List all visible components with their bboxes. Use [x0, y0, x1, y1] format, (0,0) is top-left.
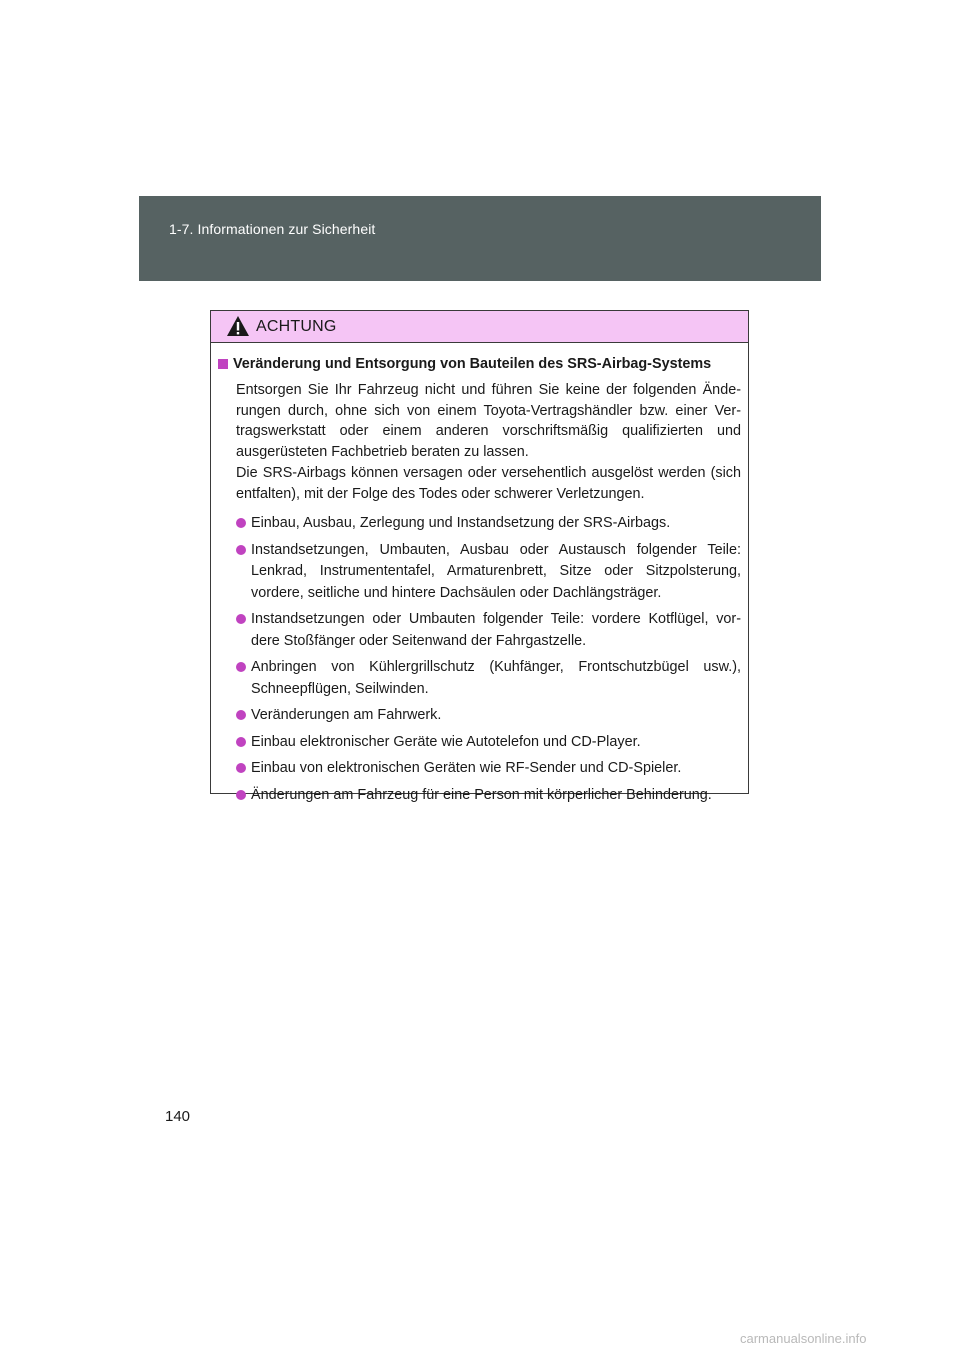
section-header-band — [139, 196, 821, 281]
list-item — [236, 758, 741, 780]
bullet-dot-icon — [236, 790, 246, 800]
warning-paragraph: Die SRS-Airbags können versagen oder versehentlich ausgelöst werden (sich entfalten), mit der Folge des Todes oder schwerer Verletzungen. — [236, 464, 741, 502]
warning-item-list — [218, 513, 741, 806]
warning-heading — [218, 355, 741, 374]
warning-heading-text: Veränderung und Entsorgung von Bauteilen des SRS-Airbag-Systems — [233, 356, 712, 372]
bullet-dot-icon — [236, 518, 246, 528]
watermark: carmanualsonline.info — [740, 1331, 867, 1346]
list-item — [236, 657, 741, 700]
bullet-dot-icon — [236, 662, 246, 672]
list-item — [236, 732, 741, 754]
list-item — [236, 609, 741, 652]
list-item-text: Instandsetzungen oder Umbauten folgender Teile: vordere Kotflügel, vor-dere Stoßfänger oder Seitenwand der Fahrgastzelle. — [251, 611, 741, 649]
list-item — [236, 705, 741, 727]
warning-triangle-icon — [226, 315, 250, 337]
warning-label: ACHTUNG — [256, 318, 337, 335]
square-bullet-icon — [218, 359, 228, 369]
list-item-text: Einbau von elektronischen Geräten wie RF-Sender und CD-Spieler. — [251, 760, 682, 777]
bullet-dot-icon — [236, 710, 246, 720]
list-item-text: Instandsetzungen, Umbauten, Ausbau oder Austausch folgender Teile: Lenkrad, Instrumententafel, Armaturenbrett, Sitze oder Sitzpolsterung, vordere, seitliche und hintere Dachsäulen oder Dachlängsträger. — [251, 541, 741, 601]
bullet-dot-icon — [236, 614, 246, 624]
list-item — [236, 513, 741, 535]
warning-box — [210, 310, 749, 803]
bullet-dot-icon — [236, 545, 246, 555]
warning-content — [211, 343, 748, 806]
list-item-text: Einbau elektronischer Geräte wie Autotelefon und CD-Player. — [251, 733, 641, 750]
list-item-text: Veränderungen am Fahrwerk. — [251, 707, 442, 724]
list-item — [236, 785, 741, 807]
warning-header — [211, 311, 748, 343]
bullet-dot-icon — [236, 737, 246, 747]
page-number: 140 — [165, 1108, 191, 1125]
bullet-dot-icon — [236, 763, 246, 773]
section-title: 1-7. Informationen zur Sicherheit — [169, 221, 376, 237]
list-item-text: Anbringen von Kühlergrillschutz (Kuhfänger, Frontschutzbügel usw.), Schneepflügen, Seilwinden. — [251, 659, 741, 697]
list-item — [236, 540, 741, 605]
warning-paragraph: Entsorgen Sie Ihr Fahrzeug nicht und führen Sie keine der folgenden Ände-rungen durch, ohne sich von einem Toyota-Vertragshändler bzw. einer Ver-tragswerkstatt oder einem anderen vorschriftsmäßig qualifizierten und ausgerüsteten Fachbetrieb beraten zu lassen. — [236, 382, 741, 461]
list-item-text: Änderungen am Fahrzeug für eine Person mit körperlicher Behinderung. — [251, 786, 712, 803]
list-item-text: Einbau, Ausbau, Zerlegung und Instandsetzung der SRS-Airbags. — [251, 515, 671, 532]
